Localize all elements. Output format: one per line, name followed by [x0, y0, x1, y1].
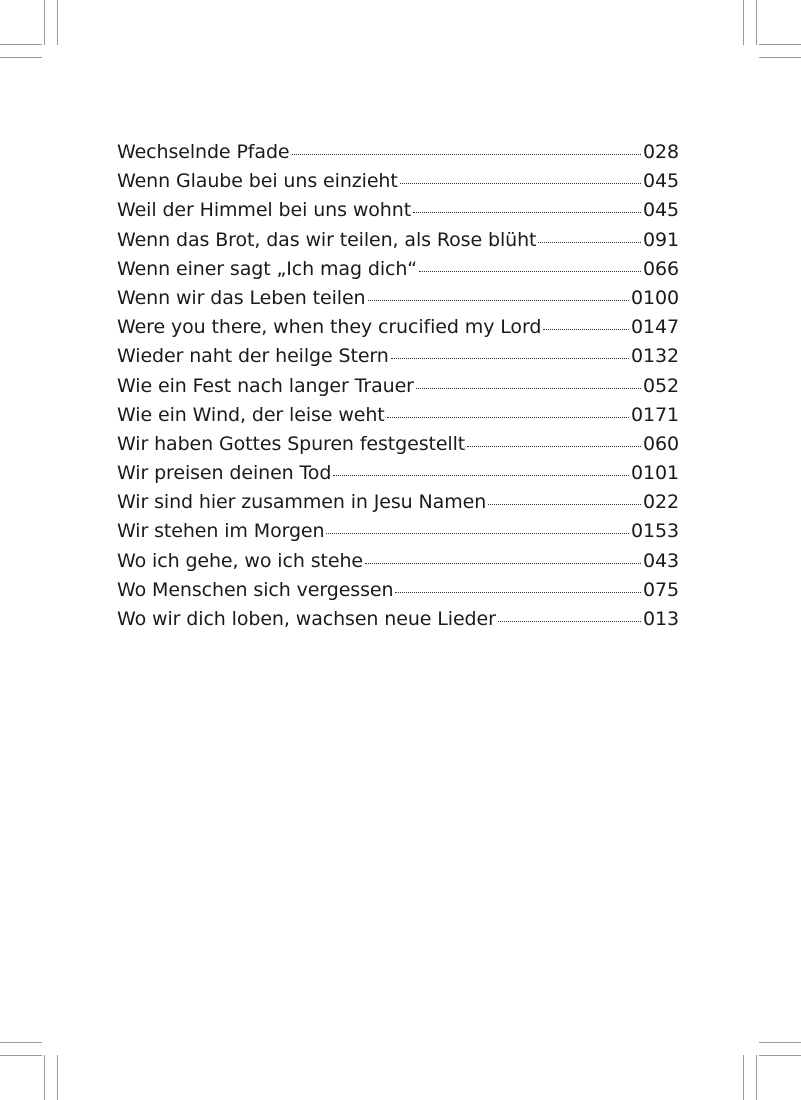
entry-page: 066 — [643, 257, 679, 280]
entry-page: 0171 — [631, 403, 679, 426]
crop-mark — [756, 1055, 757, 1100]
crop-mark — [0, 1055, 42, 1056]
index-entry — [117, 605, 679, 634]
entry-title: Wo ich gehe, wo ich stehe — [117, 549, 363, 572]
dot-leader — [365, 563, 641, 564]
entry-page: 022 — [643, 491, 679, 514]
entry-page: 0100 — [631, 286, 679, 309]
crop-mark — [0, 57, 42, 58]
index-entry — [117, 459, 679, 488]
dot-leader — [387, 417, 629, 418]
dot-leader — [543, 329, 629, 330]
index-entry — [117, 167, 679, 196]
crop-mark — [57, 0, 58, 45]
entry-title: Wie ein Wind, der leise weht — [117, 403, 385, 426]
crop-mark — [57, 1055, 58, 1100]
crop-mark — [759, 57, 801, 58]
crop-mark — [44, 0, 45, 45]
entry-page: 028 — [643, 141, 679, 163]
dot-leader — [292, 154, 642, 155]
crop-mark — [743, 0, 744, 45]
entry-title: Wenn das Brot, das wir teilen, als Rose blüht — [117, 228, 537, 251]
entry-page: 013 — [643, 608, 679, 630]
index-entry — [117, 342, 679, 371]
entry-page: 060 — [643, 432, 679, 455]
dot-leader — [400, 183, 641, 184]
dot-leader — [333, 475, 629, 476]
entry-title: Wenn Glaube bei uns einzieht — [117, 170, 398, 193]
entry-page: 091 — [643, 228, 679, 251]
crop-mark — [0, 1042, 42, 1043]
crop-mark — [756, 0, 757, 45]
entry-page: 0101 — [631, 462, 679, 485]
dot-leader — [326, 533, 629, 534]
entry-title: Weil der Himmel bei uns wohnt — [117, 199, 412, 222]
index-entry — [117, 196, 679, 225]
index-entry — [117, 547, 679, 576]
dot-leader — [498, 621, 641, 622]
entry-title: Wechselnde Pfade — [117, 141, 290, 163]
index-entry — [117, 488, 679, 517]
index-entry — [117, 284, 679, 313]
index-entry — [117, 255, 679, 284]
crop-mark — [0, 44, 42, 45]
crop-mark — [759, 1042, 801, 1043]
dot-leader — [467, 446, 641, 447]
entry-title: Wenn einer sagt „Ich mag dich“ — [117, 257, 418, 280]
crop-mark — [743, 1055, 744, 1100]
index-entry — [117, 430, 679, 459]
entry-title: Wieder naht der heilge Stern — [117, 345, 389, 368]
entry-page: 0147 — [631, 316, 679, 339]
index-entry — [117, 313, 679, 342]
index-entry — [117, 372, 679, 401]
index-entry — [117, 517, 679, 546]
crop-mark — [44, 1055, 45, 1100]
dot-leader — [416, 388, 641, 389]
entry-title: Were you there, when they crucified my Lord — [117, 316, 542, 339]
entry-page: 052 — [643, 374, 679, 397]
dot-leader — [395, 592, 641, 593]
index-entry — [117, 226, 679, 255]
index-entry — [117, 401, 679, 430]
entry-title: Wir haben Gottes Spuren festgestellt — [117, 432, 466, 455]
index-entry — [117, 576, 679, 605]
song-index-list — [117, 138, 679, 634]
entry-page: 045 — [643, 170, 679, 193]
dot-leader — [391, 358, 629, 359]
entry-title: Wir sind hier zusammen in Jesu Namen — [117, 491, 487, 514]
entry-title: Wir stehen im Morgen — [117, 520, 325, 543]
entry-page: 075 — [643, 578, 679, 601]
entry-page: 0132 — [631, 345, 679, 368]
entry-page: 045 — [643, 199, 679, 222]
entry-title: Wir preisen deinen Tod — [117, 462, 332, 485]
crop-mark — [759, 1055, 801, 1056]
entry-title: Wenn wir das Leben teilen — [117, 286, 366, 309]
entry-page: 0153 — [631, 520, 679, 543]
dot-leader — [488, 504, 641, 505]
dot-leader — [413, 212, 641, 213]
dot-leader — [419, 271, 641, 272]
dot-leader — [368, 300, 630, 301]
dot-leader — [538, 242, 641, 243]
entry-page: 043 — [643, 549, 679, 572]
entry-title: Wo Menschen sich vergessen — [117, 578, 394, 601]
crop-mark — [759, 44, 801, 45]
entry-title: Wo wir dich loben, wachsen neue Lieder — [117, 608, 496, 630]
index-entry — [117, 138, 679, 167]
entry-title: Wie ein Fest nach langer Trauer — [117, 374, 414, 397]
